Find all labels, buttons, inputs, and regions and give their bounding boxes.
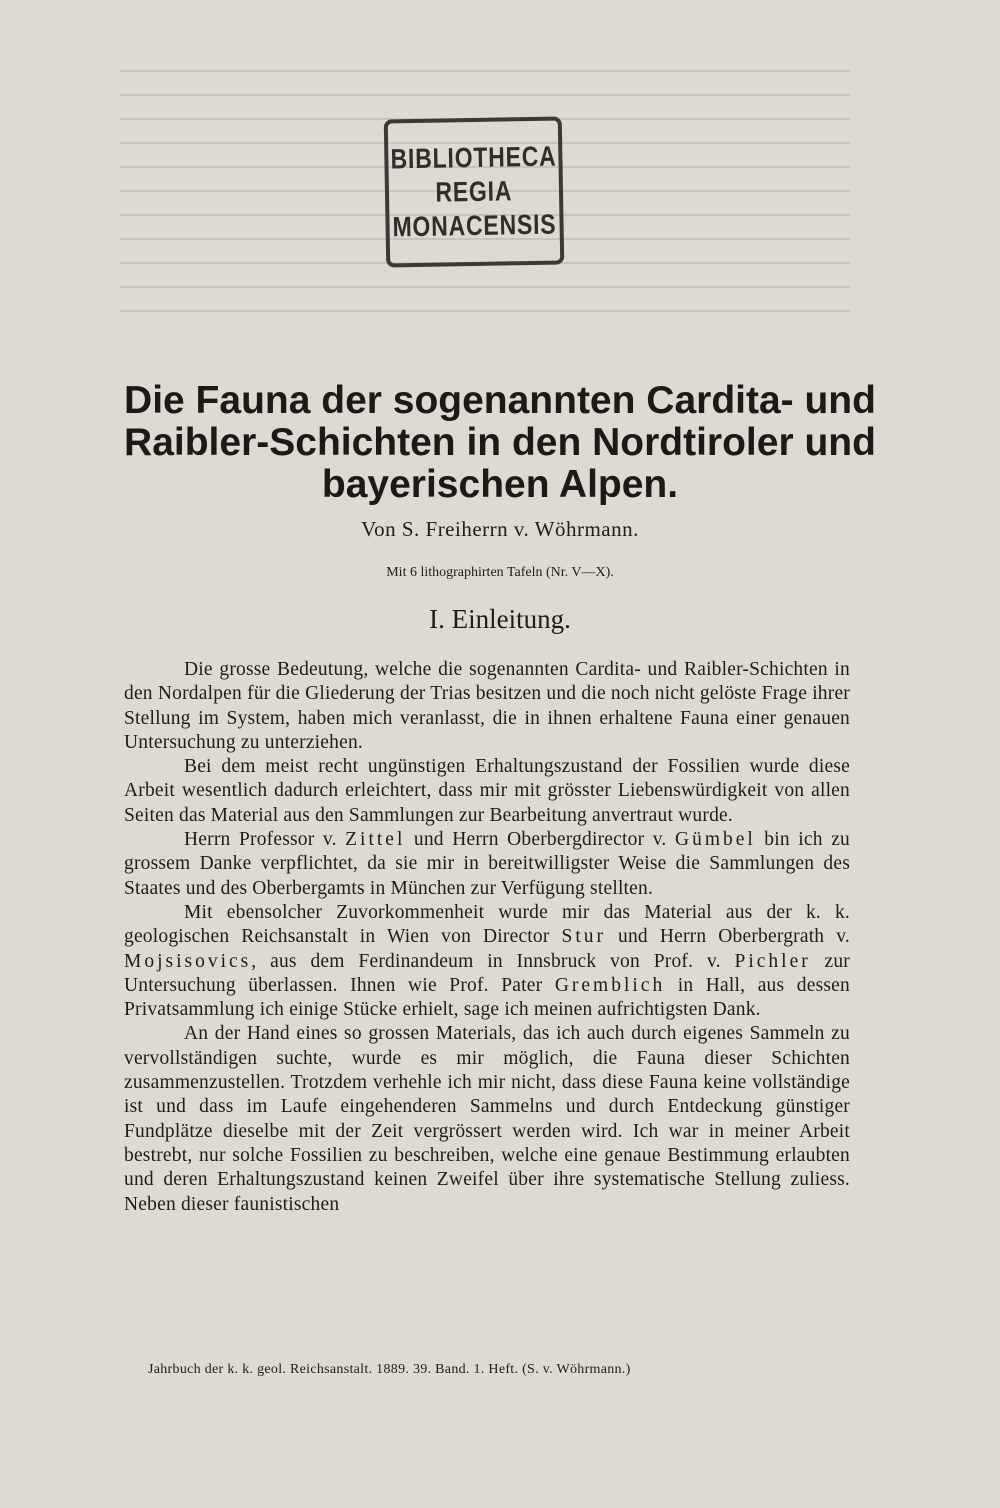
- stamp-line-1: BIBLIOTHECA: [390, 140, 557, 175]
- paragraph-5: An der Hand eines so grossen Materials, das ich auch durch eigenes Sammeln zu vervollständigen suchte, wurde es mir möglich, die Fauna dieser Schichten zusammenzustellen. Trotzdem verhehle ich mir nicht, dass diese Fauna keine vollständige ist und dass im Laufe eingehenderen Sammelns und durch Entdeckung günstiger Fundplätze dieselbe mit der Zeit vergrössert werden wird. Ich war in meiner Arbeit bestrebt, nur solche Fossilien zu beschreiben, welche eine genaue Bestimmung erlaubten und deren Erhaltungszustand keinen Zweifel über ihre systematische Stellung zuliess. Neben dieser faunistischen: [124, 1023, 850, 1215]
- paragraph-4: [124, 901, 850, 1022]
- paragraph-4-part-b: und Herrn Oberbergrath v.: [606, 926, 850, 948]
- article-title: [120, 380, 880, 506]
- plates-note: Mit 6 lithographirten Tafeln (Nr. V—X).: [386, 565, 614, 580]
- paragraph-3: [124, 828, 850, 901]
- paragraph-4-part-d: zur Untersuchung überlassen. Ihnen wie Prof. Pater: [124, 950, 850, 996]
- paragraph-1: Die grosse Bedeutung, welche die sogenannten Cardita- und Raibler-Schichten in den Nordalpen für die Gliederung der Trias besitzen und die noch nicht gelöste Frage ihrer Stellung im System, haben mich veranlasst, die in ihnen erhaltene Fauna einer genauen Untersuchung zu unterziehen.: [124, 659, 850, 753]
- stamp-line-2: REGIA: [435, 175, 513, 208]
- paragraph-4-part-a: Mit ebensolcher Zuvorkommenheit wurde mir das Material aus der k. k. geologischen Reichsanstalt in Wien von Director: [124, 901, 850, 948]
- section-heading: I. Einleitung.: [429, 604, 571, 634]
- name-mojsisovics: Mojsisovics: [124, 950, 252, 972]
- title-line-3: bayerischen Alpen.: [321, 463, 679, 506]
- paragraph-3-part-a: Herrn Professor v.: [184, 829, 346, 851]
- paragraph-3-part-b: und Herrn Oberbergdirector v.: [405, 829, 675, 851]
- body-text: [124, 658, 850, 1217]
- author-line: Von S. Freiherrn v. Wöhrmann.: [361, 517, 639, 541]
- paragraph-4-part-e: in Hall, aus dessen Privatsammlung ich einige Stücke erhielt, sage ich meinen aufrichtigsten Dank.: [124, 974, 850, 1021]
- name-guembel: Gümbel: [674, 829, 756, 851]
- stamp-line-3: MONACENSIS: [392, 208, 557, 243]
- paragraph-3-part-c: bin ich zu grossem Danke verpflichtet, da sie mir in bereitwilligster Weise die Sammlungen des Staates und des Oberbergamts in München zur Verfügung stellten.: [124, 829, 850, 899]
- name-pichler: Pichler: [734, 950, 811, 972]
- title-line-1: Die Fauna der sogenannten Cardita- und: [124, 379, 876, 422]
- paragraph-2: Bei dem meist recht ungünstigen Erhaltungszustand der Fossilien wurde diese Arbeit wesentlich dadurch erleichtert, dass mir mit grösster Liebenswürdigkeit von allen Seiten das Material aus den Sammlungen zur Bearbeitung anvertraut wurde.: [124, 756, 850, 826]
- paragraph-4-part-c: , aus dem Ferdinandeum in Innsbruck von Prof. v.: [251, 950, 735, 972]
- name-gremblich: Gremblich: [554, 974, 666, 996]
- name-stur: Stur: [561, 926, 607, 948]
- title-line-2: Raibler-Schichten in den Nordtiroler und: [124, 421, 876, 464]
- name-zittel: Zittel: [345, 829, 406, 851]
- journal-footer: Jahrbuch der k. k. geol. Reichsanstalt. 1889. 39. Band. 1. Heft. (S. v. Wöhrmann.): [148, 1362, 631, 1377]
- library-stamp: [384, 116, 565, 267]
